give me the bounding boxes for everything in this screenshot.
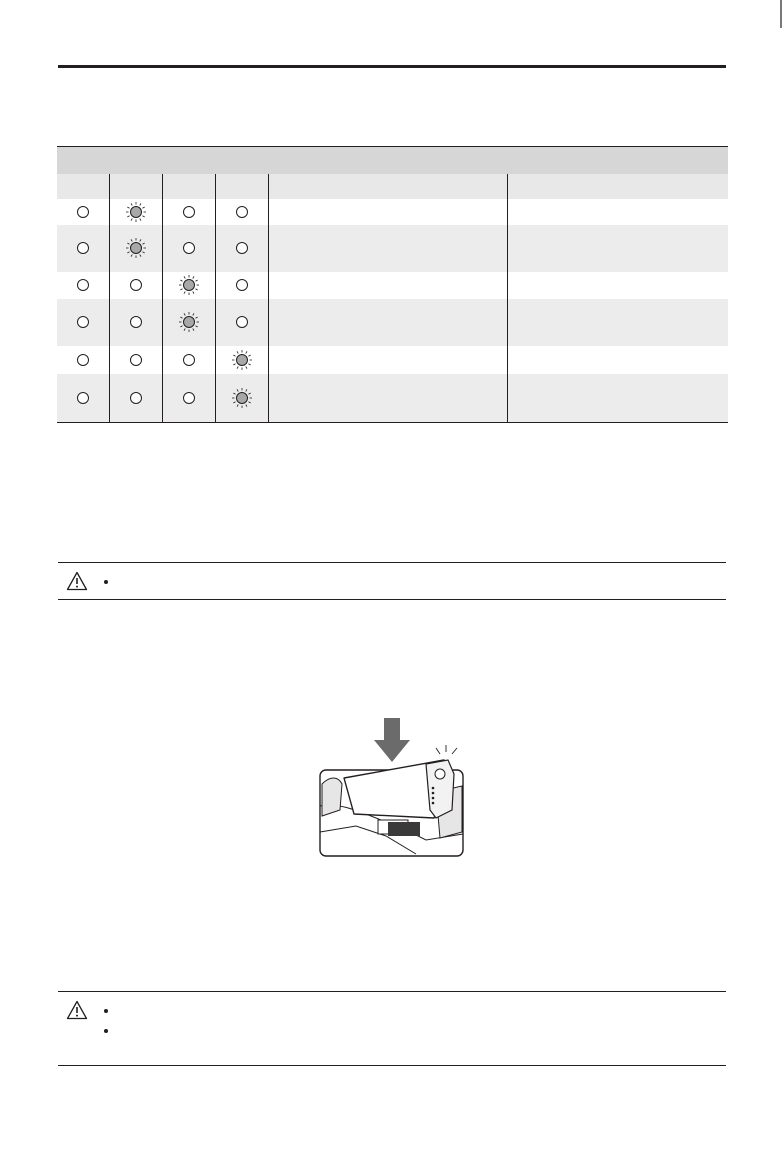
- led-off-icon: [130, 279, 142, 291]
- blink-rays-icon: [178, 274, 200, 296]
- blink-rays-icon: [231, 387, 253, 409]
- header-rule: [58, 65, 726, 68]
- column-divider: [162, 174, 163, 422]
- caution-box: [58, 562, 726, 600]
- bullet-point: [104, 1009, 108, 1013]
- column-divider: [507, 174, 508, 422]
- table-row: [57, 299, 728, 346]
- led-off-icon: [77, 392, 89, 404]
- table-row: [57, 272, 728, 299]
- led-off-icon: [236, 316, 248, 328]
- led-off-icon: [130, 354, 142, 366]
- column-divider: [268, 174, 269, 422]
- led-off-icon: [77, 206, 89, 218]
- crop-mark: [776, 0, 782, 30]
- column-divider: [109, 174, 110, 422]
- led-off-icon: [77, 279, 89, 291]
- blink-rays-icon: [125, 237, 147, 259]
- blink-rays-icon: [178, 311, 200, 333]
- led-off-icon: [130, 316, 142, 328]
- led-off-icon: [77, 242, 89, 254]
- table-row: [57, 346, 728, 374]
- led-off-icon: [130, 392, 142, 404]
- led-off-icon: [77, 354, 89, 366]
- column-divider: [215, 174, 216, 422]
- table-row: [57, 374, 728, 422]
- blink-rays-icon: [125, 201, 147, 223]
- bullet-point: [104, 580, 108, 584]
- caution-box: [58, 991, 726, 1066]
- table-row: [57, 225, 728, 272]
- led-off-icon: [236, 206, 248, 218]
- led-off-icon: [183, 354, 195, 366]
- warning-triangle-icon: [66, 571, 88, 591]
- bullet-point: [104, 1029, 108, 1033]
- battery-insert-illustration: [316, 714, 466, 860]
- table-subheader-row: [57, 174, 728, 199]
- led-off-icon: [183, 242, 195, 254]
- led-off-icon: [236, 242, 248, 254]
- blink-rays-icon: [231, 349, 253, 371]
- led-off-icon: [183, 206, 195, 218]
- led-off-icon: [77, 316, 89, 328]
- led-off-icon: [183, 392, 195, 404]
- table-row: [57, 199, 728, 225]
- led-off-icon: [236, 279, 248, 291]
- warning-triangle-icon: [66, 1000, 88, 1020]
- table-header-row: [57, 146, 728, 174]
- led-status-table: [57, 146, 728, 423]
